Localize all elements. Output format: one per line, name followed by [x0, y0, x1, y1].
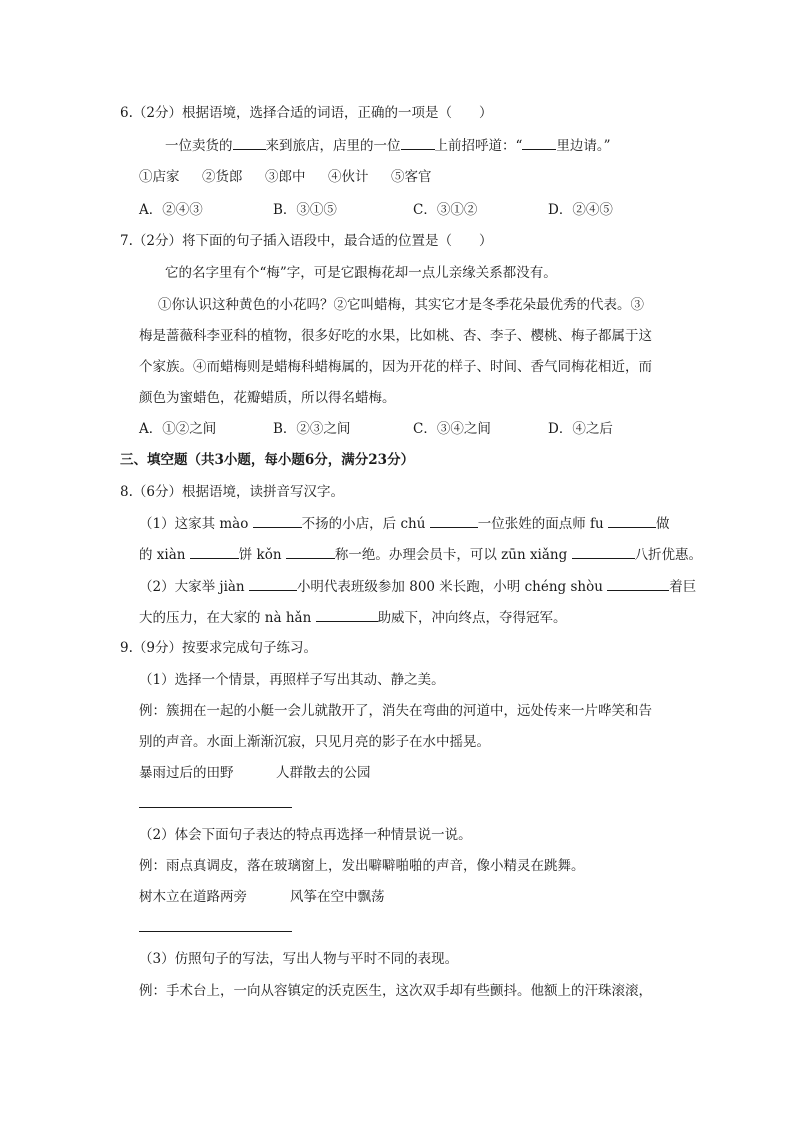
q7-insert-sentence: 它的名字里有个“梅”字，可是它跟梅花却一点儿亲缘关系都没有。	[165, 265, 557, 281]
q7-option-d[interactable]: D．④之后	[548, 421, 613, 437]
q9-part1-example-line-2: 别的声音。水面上渐渐沉寂，只见月亮的影子在水中摇晃。	[139, 734, 490, 750]
answer-blank[interactable]	[572, 544, 635, 559]
answer-blank[interactable]	[608, 513, 656, 528]
q9-part1-title: （1）选择一个情景，再照样子写出其动、静之美。	[139, 672, 445, 688]
q6-word-3: ③郎中	[265, 169, 306, 185]
answer-blank[interactable]	[401, 135, 435, 150]
q7-paragraph-line-4: 颜色为蜜蜡色，花瓣蜡质，所以得名蜡梅。	[139, 390, 396, 406]
q8-text: 大的压力，在大家的 nà hǎn	[139, 610, 312, 626]
answer-blank[interactable]	[522, 135, 556, 150]
q8-line-3	[139, 576, 696, 597]
answer-line[interactable]	[139, 931, 292, 932]
q8-text: 小明代表班级参加 800 米长跑，小明 chéng shòu	[296, 579, 603, 595]
q7-option-a[interactable]: A．①②之间	[139, 421, 217, 437]
q7-paragraph-line-1: ①你认识这种黄色的小花吗？②它叫蜡梅，其实它才是冬季花朵最优秀的代表。③	[158, 297, 644, 313]
answer-blank[interactable]	[233, 135, 266, 150]
q6-sentence-part-a: 一位卖货的	[165, 138, 233, 154]
q9-stem: 9.（9分）按要求完成句子练习。	[120, 640, 317, 656]
q6-stem: 6.（2分）根据语境，选择合适的词语，正确的一项是（ ）	[120, 105, 493, 121]
q9-part1-choice-1: 暴雨过后的田野	[139, 765, 234, 781]
q6-word-2: ②货郎	[202, 169, 243, 185]
q6-sentence	[165, 135, 611, 156]
q8-text: 一位张姓的面点师 fu	[477, 516, 604, 532]
q8-text: 饼 kǒn	[238, 547, 282, 563]
q6-option-b[interactable]: B．③①⑤	[273, 202, 337, 218]
q9-part2-choice-2: 风筝在空中飘荡	[290, 889, 385, 905]
answer-blank[interactable]	[190, 544, 239, 559]
q8-text: 称一绝。办理会员卡，可以 zūn xiǎng	[334, 547, 568, 563]
answer-blank[interactable]	[430, 513, 478, 528]
q8-line-2	[139, 544, 702, 565]
q8-text: 的 xiàn	[139, 547, 186, 563]
q8-text: 做	[655, 516, 670, 532]
q8-text: 八折优惠。	[634, 547, 703, 563]
q8-text: （2）大家举 jiàn	[139, 579, 245, 595]
q8-text: 不扬的小店，后 chú	[301, 516, 426, 532]
q6-word-5: ⑤客官	[391, 169, 432, 185]
q7-option-c[interactable]: C．③④之间	[413, 421, 491, 437]
q6-sentence-part-d: 里边请。”	[556, 138, 611, 154]
q9-part2-choice-1: 树木立在道路两旁	[139, 889, 247, 905]
q7-option-b[interactable]: B．②③之间	[273, 421, 351, 437]
q9-part1-example-line-1: 例：簇拥在一起的小艇一会儿就散开了，消失在弯曲的河道中，远处传来一片哗笑和告	[139, 703, 652, 719]
answer-blank[interactable]	[607, 576, 669, 591]
answer-blank[interactable]	[253, 513, 302, 528]
q8-text: 助威下，冲向终点，夺得冠军。	[377, 610, 567, 626]
q8-text: 着巨	[669, 579, 697, 595]
q6-option-c[interactable]: C．③①②	[413, 202, 478, 218]
q6-word-1: ①店家	[139, 169, 180, 185]
q8-line-4	[139, 607, 567, 628]
section-3-heading: 三、填空题（共3小题，每小题6分，满分23分）	[120, 452, 415, 468]
q7-stem: 7.（2分）将下面的句子插入语段中，最合适的位置是（ ）	[120, 233, 493, 249]
q8-line-1	[139, 513, 669, 534]
answer-blank[interactable]	[316, 607, 378, 622]
q6-word-4: ④伙计	[328, 169, 369, 185]
answer-blank[interactable]	[286, 544, 335, 559]
answer-line[interactable]	[139, 807, 292, 808]
q9-part3-example: 例：手术台上，一向从容镇定的沃克医生，这次双手却有些颤抖。他额上的汗珠滚滚，	[139, 983, 652, 999]
q8-text: （1）这家其 mào	[139, 516, 249, 532]
q6-sentence-part-c: 上前招呼道：“	[434, 138, 523, 154]
q9-part1-choice-2: 人群散去的公园	[276, 765, 371, 781]
answer-blank[interactable]	[249, 576, 297, 591]
q7-paragraph-line-3: 个家族。④而蜡梅则是蜡梅科蜡梅属的，因为开花的样子、时间、香气同梅花相近，而	[139, 359, 652, 375]
q9-part2-title: （2）体会下面句子表达的特点再选择一种情景说一说。	[139, 827, 472, 843]
q6-option-d[interactable]: D．②④⑤	[548, 202, 613, 218]
q7-paragraph-line-2: 梅是蔷薇科李亚科的植物，很多好吃的水果，比如桃、杏、李子、樱桃、梅子都属于这	[139, 328, 652, 344]
q9-part3-title: （3）仿照句子的写法，写出人物与平时不同的表现。	[139, 951, 459, 967]
q6-sentence-part-b: 来到旅店，店里的一位	[265, 138, 401, 154]
q6-option-a[interactable]: A．②④③	[139, 202, 203, 218]
q9-part2-example: 例：雨点真调皮，落在玻璃窗上，发出噼噼啪啪的声音，像小精灵在跳舞。	[139, 858, 585, 874]
q8-stem: 8.（6分）根据语境，读拼音写汉字。	[120, 484, 344, 500]
